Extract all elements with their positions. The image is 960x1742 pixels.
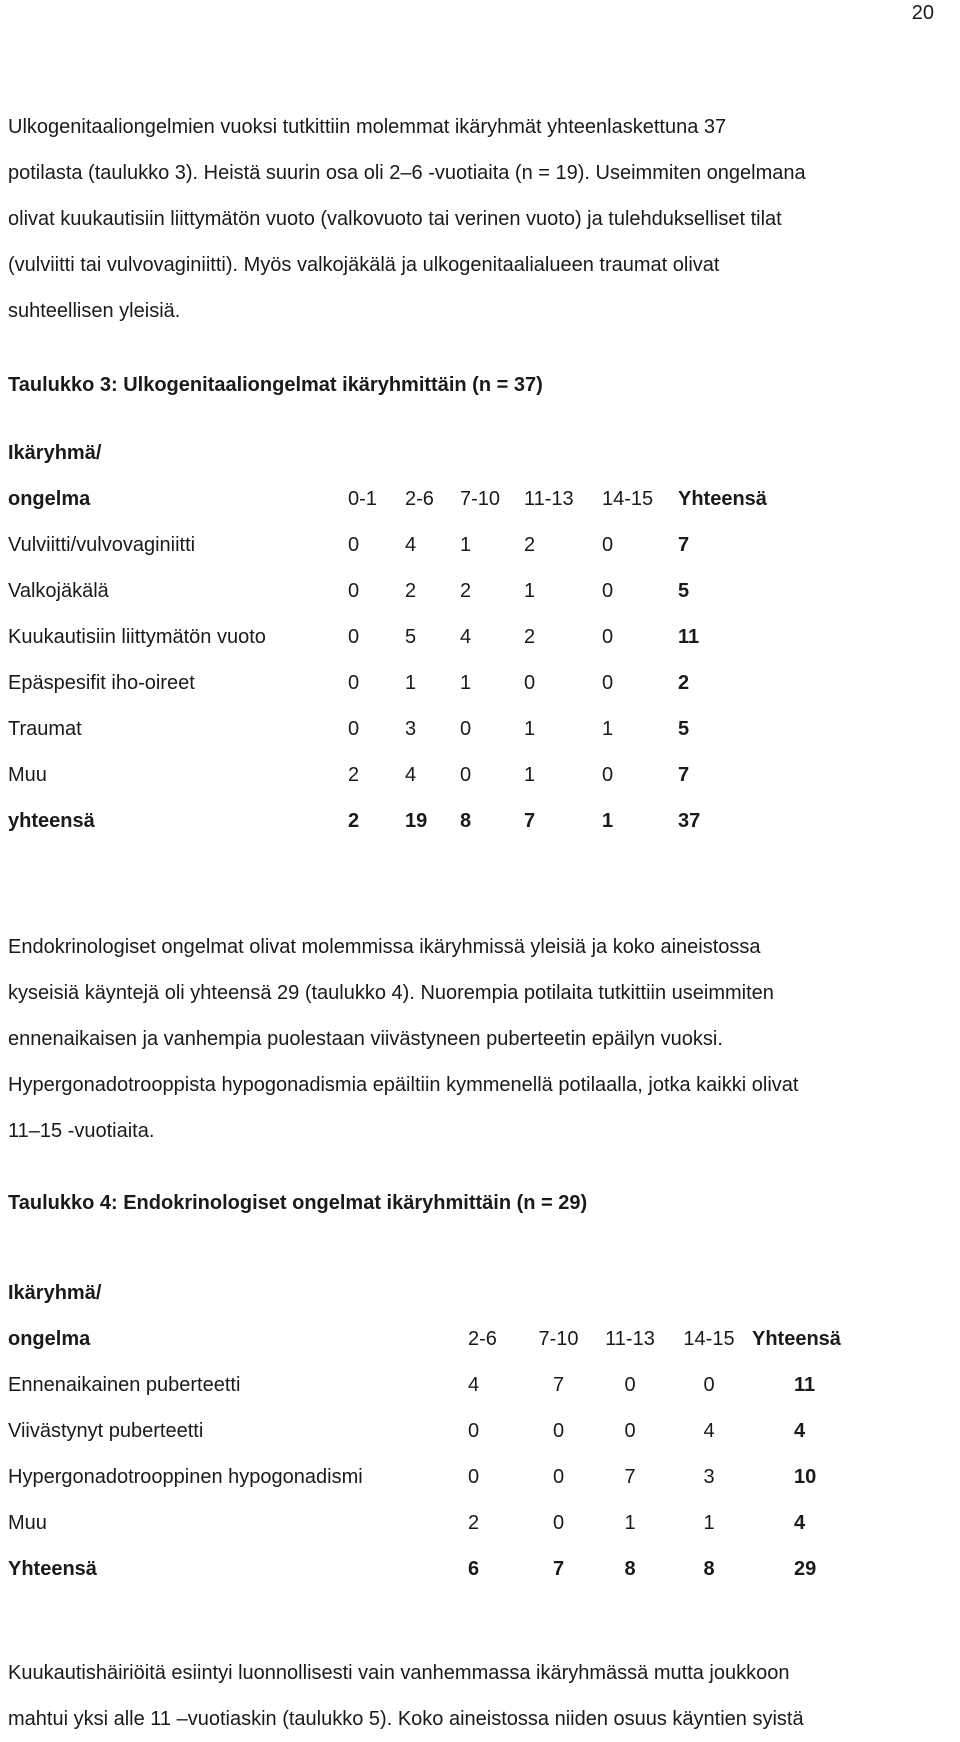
table-row — [8, 522, 788, 568]
table-cell: 0 — [624, 1373, 636, 1396]
header-cell: 2-6 — [405, 487, 434, 510]
table-cell: 2 — [468, 1511, 480, 1534]
table-cell: 0 — [468, 1465, 480, 1488]
page-number: 20 — [911, 2, 934, 24]
table-cell: 0 — [552, 1511, 565, 1534]
text-line: Hypergonadotrooppista hypogonadismia epäiltiin kymmenellä potilaalla, jotka kaikki olivat — [8, 1074, 799, 1096]
header-cell: 11-13 — [605, 1327, 655, 1350]
table-row — [8, 568, 788, 614]
table-header-row — [8, 1270, 904, 1316]
row-total: 37 — [678, 809, 701, 832]
row-label: Yhteensä — [8, 1557, 97, 1580]
table-cell: 8 — [460, 809, 472, 832]
table-cell: 4 — [405, 533, 417, 556]
table-cell: 1 — [624, 1511, 636, 1534]
table-cell: 4 — [468, 1373, 480, 1396]
text-line: suhteellisen yleisiä. — [8, 300, 181, 322]
table-cell: 1 — [602, 717, 614, 740]
row-total: 7 — [678, 763, 690, 786]
row-total: 29 — [794, 1557, 817, 1580]
table-cell: 1 — [460, 671, 472, 694]
table-cell: 0 — [348, 671, 360, 694]
table-cell: 0 — [468, 1419, 480, 1442]
text-line: Ulkogenitaaliongelmien vuoksi tutkittiin molemmat ikäryhmät yhteenlaskettuna 37 — [8, 116, 727, 138]
table-cell: 5 — [405, 625, 417, 648]
table-header-row — [8, 430, 788, 476]
paragraph-menstrual-intro — [8, 1650, 953, 1742]
row-total: 4 — [794, 1511, 806, 1534]
table-cell: 2 — [524, 625, 536, 648]
row-label: Kuukautisiin liittymätön vuoto — [8, 625, 266, 648]
row-total: 5 — [678, 579, 690, 602]
table-cell: 19 — [405, 809, 428, 832]
row-label: Valkojäkälä — [8, 579, 109, 602]
table-cell: 0 — [348, 625, 360, 648]
paragraph-endocrine-intro — [8, 924, 953, 1154]
header-cell: Ikäryhmä/ — [8, 1281, 102, 1304]
table-row — [8, 1408, 904, 1454]
header-cell: ongelma — [8, 1327, 91, 1350]
header-cell: ongelma — [8, 487, 91, 510]
table-row — [8, 752, 788, 798]
text-line: 11–15 -vuotiaita. — [8, 1120, 155, 1142]
table-3-caption: Taulukko 3: Ulkogenitaaliongelmat ikäryhmittäin (n = 37) — [8, 374, 543, 396]
table-cell: 7 — [552, 1557, 565, 1580]
table-cell: 0 — [624, 1419, 636, 1442]
row-label: Epäspesifit iho-oireet — [8, 671, 195, 694]
table-sum-row — [8, 1546, 904, 1592]
table-cell: 1 — [524, 763, 536, 786]
row-label: Muu — [8, 763, 47, 786]
row-total: 11 — [794, 1373, 816, 1396]
table-4-caption: Taulukko 4: Endokrinologiset ongelmat ikäryhmittäin (n = 29) — [8, 1192, 588, 1214]
header-cell: Ikäryhmä/ — [8, 441, 102, 464]
header-cell: Yhteensä — [752, 1327, 841, 1350]
table-cell: 8 — [703, 1557, 715, 1580]
table-cell: 0 — [602, 533, 614, 556]
table-cell: 7 — [624, 1465, 636, 1488]
row-total: 7 — [678, 533, 690, 556]
table-cell: 1 — [460, 533, 472, 556]
table-4 — [8, 1270, 904, 1592]
table-cell: 0 — [348, 533, 360, 556]
table-cell: 2 — [524, 533, 536, 556]
row-total: 10 — [794, 1465, 817, 1488]
table-row — [8, 614, 788, 660]
text-line: (vulviitti tai vulvovaginiitti). Myös valkojäkälä ja ulkogenitaalialueen traumat olivat — [8, 254, 720, 276]
header-cell: 0-1 — [348, 487, 377, 510]
header-cell: 14-15 — [683, 1327, 735, 1350]
table-cell: 4 — [460, 625, 472, 648]
text-line: ennenaikaisen ja vanhempia puolestaan viivästyneen puberteetin epäilyn vuoksi. — [8, 1028, 723, 1050]
table-3 — [8, 430, 788, 844]
text-line: Kuukautishäiriöitä esiintyi luonnollisesti vain vanhemmassa ikäryhmässä mutta joukkoon — [8, 1662, 790, 1684]
table-cell: 0 — [552, 1465, 565, 1488]
paragraph-urogenital-intro — [8, 104, 953, 334]
table-cell: 1 — [703, 1511, 715, 1534]
table-cell: 0 — [602, 579, 614, 602]
header-cell: Yhteensä — [678, 487, 767, 510]
text-line: olivat kuukautisiin liittymätön vuoto (valkovuoto tai verinen vuoto) ja tulehdukselliset tilat — [8, 208, 782, 230]
text-line: Endokrinologiset ongelmat olivat molemmissa ikäryhmissä yleisiä ja koko aineistossa — [8, 936, 761, 958]
table-cell: 2 — [405, 579, 417, 602]
table-sum-row — [8, 798, 788, 844]
row-total: 4 — [794, 1419, 806, 1442]
text-line: kyseisiä käyntejä oli yhteensä 29 (taulukko 4). Nuorempia potilaita tutkittiin useimmiten — [8, 982, 774, 1004]
row-label: yhteensä — [8, 809, 95, 832]
row-label: Vulviitti/vulvovaginiitti — [8, 533, 196, 556]
table-cell: 8 — [624, 1557, 636, 1580]
table-cell: 0 — [348, 717, 360, 740]
text-line: mahtui yksi alle 11 –vuotiaskin (taulukko 5). Koko aineistossa niiden osuus käyntien syistä — [8, 1708, 804, 1730]
table-cell: 0 — [703, 1373, 715, 1396]
table-cell: 1 — [524, 579, 536, 602]
table-header-row — [8, 1316, 904, 1362]
row-label: Traumat — [8, 717, 82, 740]
row-label: Hypergonadotrooppinen hypogonadismi — [8, 1465, 363, 1488]
table-cell: 0 — [552, 1419, 565, 1442]
table-cell: 6 — [468, 1557, 480, 1580]
table-cell: 0 — [348, 579, 360, 602]
table-cell: 7 — [552, 1373, 565, 1396]
row-label: Muu — [8, 1511, 47, 1534]
table-cell: 3 — [703, 1465, 715, 1488]
table-cell: 3 — [405, 717, 417, 740]
table-row — [8, 660, 788, 706]
text-line: potilasta (taulukko 3). Heistä suurin osa oli 2–6 -vuotiaita (n = 19). Useimmiten ongelmana — [8, 162, 806, 184]
row-total: 5 — [678, 717, 690, 740]
table-row — [8, 1362, 904, 1408]
table-cell: 2 — [348, 809, 360, 832]
table-cell: 1 — [524, 717, 536, 740]
header-cell: 14-15 — [602, 487, 654, 510]
row-total: 2 — [678, 671, 690, 694]
row-label: Viivästynyt puberteetti — [8, 1419, 204, 1442]
header-cell: 7-10 — [460, 487, 501, 510]
table-cell: 2 — [460, 579, 472, 602]
row-total: 11 — [678, 625, 700, 648]
table-cell: 0 — [460, 763, 472, 786]
table-cell: 1 — [602, 809, 614, 832]
table-row — [8, 706, 788, 752]
table-row — [8, 1454, 904, 1500]
table-cell: 0 — [602, 763, 614, 786]
table-header-row — [8, 476, 788, 522]
table-cell: 0 — [602, 671, 614, 694]
table-cell: 0 — [460, 717, 472, 740]
table-row — [8, 1500, 904, 1546]
table-cell: 0 — [524, 671, 536, 694]
table-cell: 4 — [405, 763, 417, 786]
header-cell: 2-6 — [468, 1327, 497, 1350]
table-cell: 2 — [348, 763, 360, 786]
table-cell: 0 — [602, 625, 614, 648]
table-cell: 7 — [524, 809, 536, 832]
header-cell: 7-10 — [538, 1327, 579, 1350]
row-label: Ennenaikainen puberteetti — [8, 1373, 241, 1396]
table-cell: 1 — [405, 671, 417, 694]
header-cell: 11-13 — [524, 487, 574, 510]
table-cell: 4 — [703, 1419, 715, 1442]
